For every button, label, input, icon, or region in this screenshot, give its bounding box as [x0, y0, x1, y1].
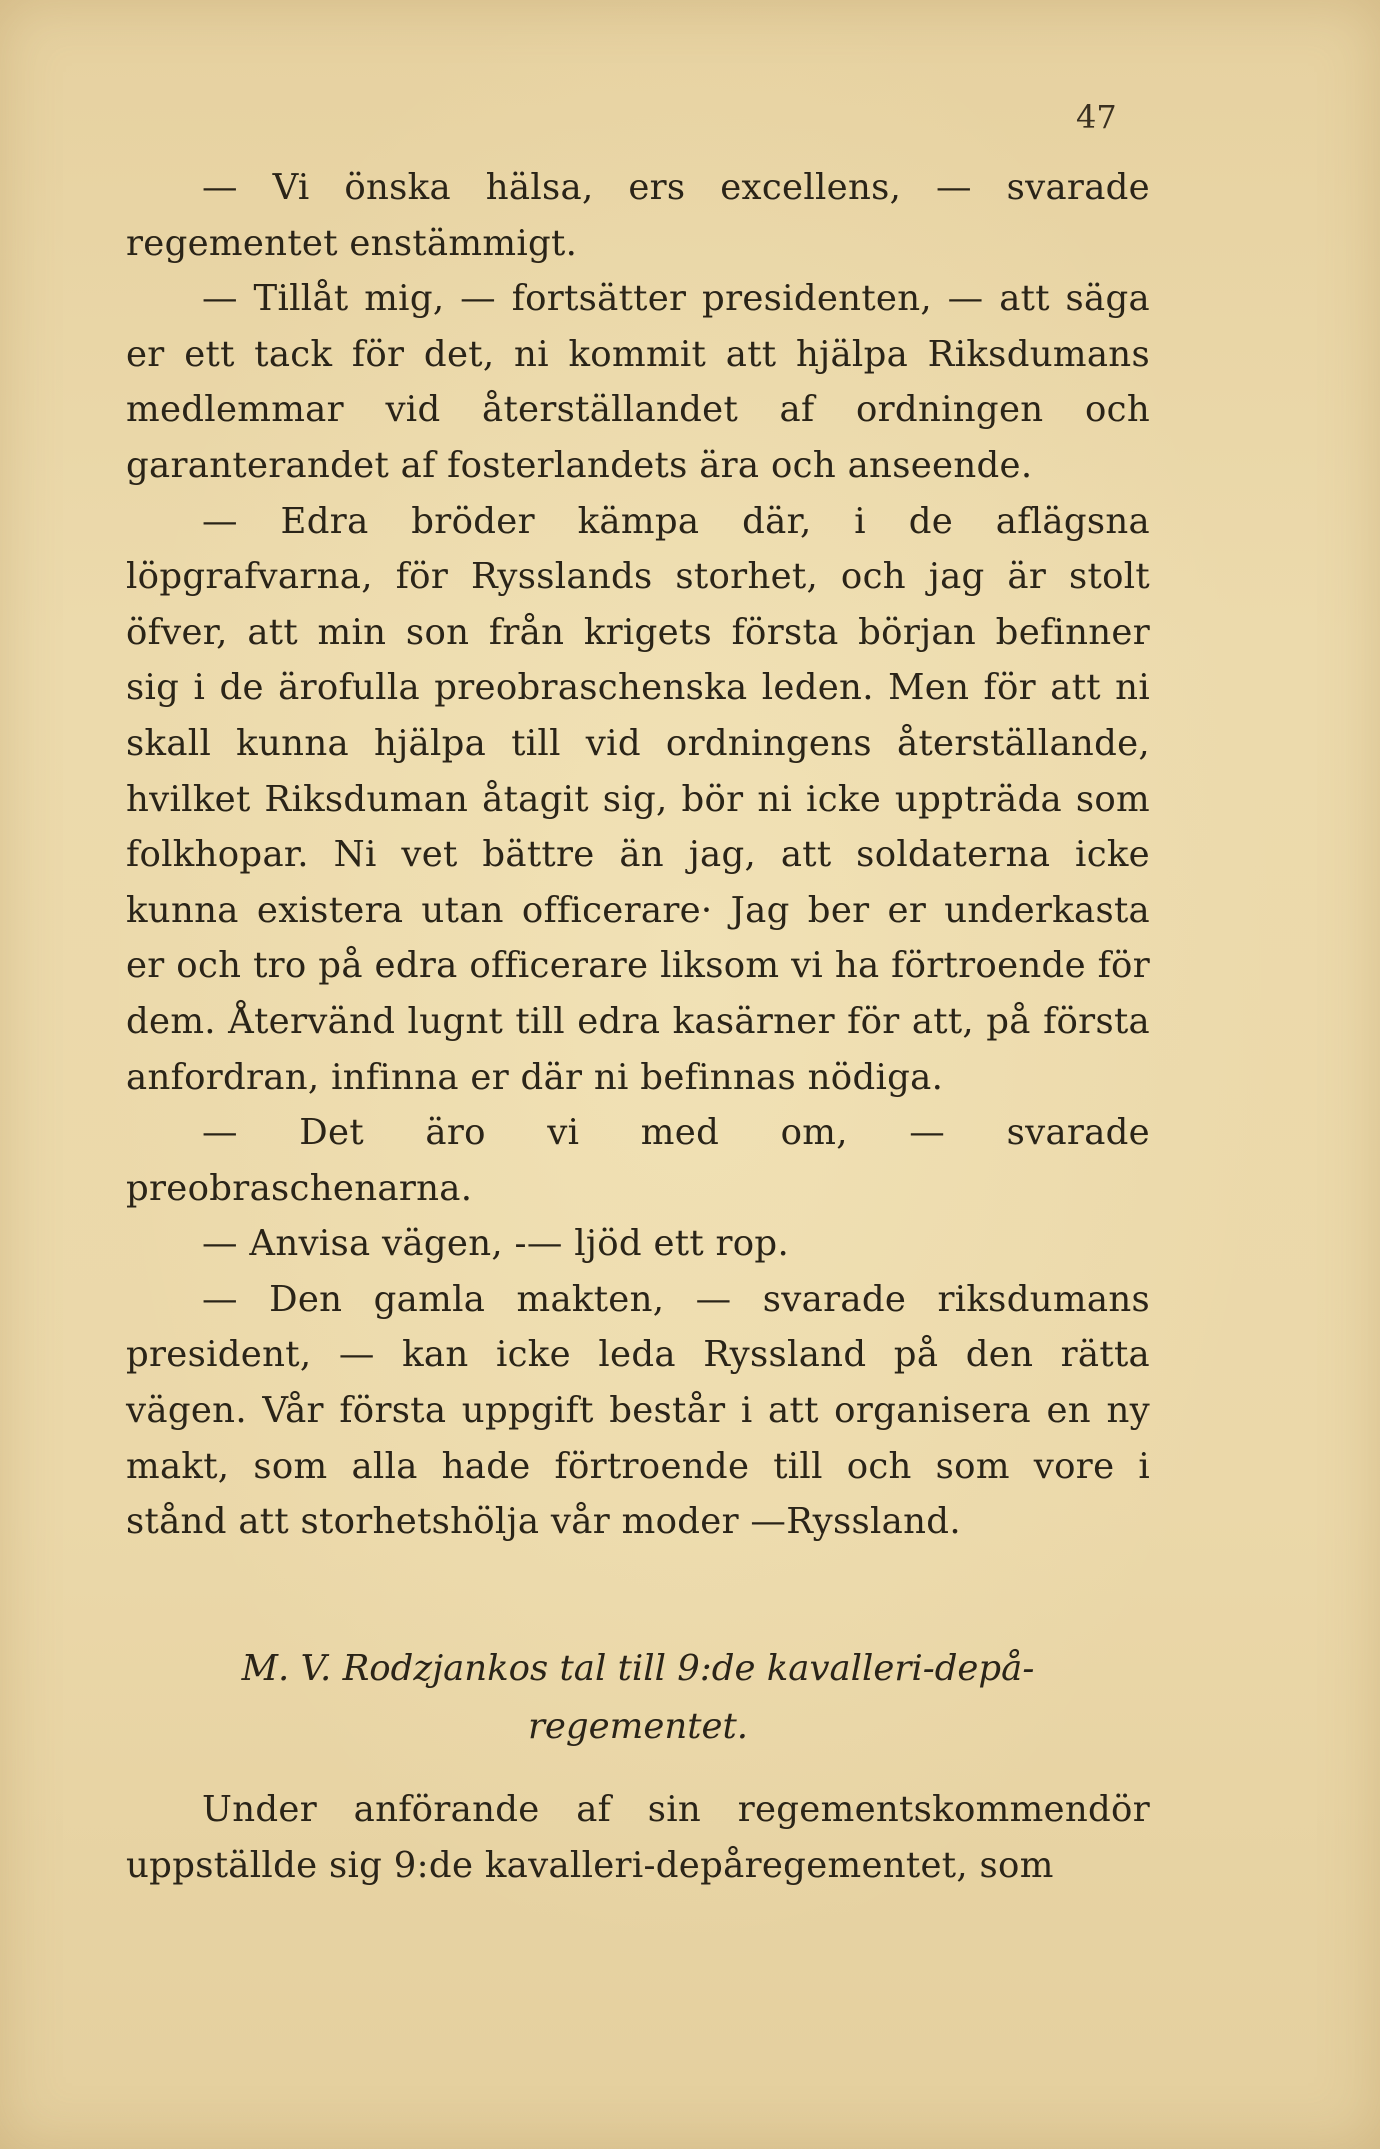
- paragraph-president-thanks: — Tillåt mig, — fortsätter presidenten, — att säga er ett tack för det, ni kommit att hjälpa Riksdumans medlemmar vid återställandet af ordningen och garanterandet af fosterlandets ära och anseende.: [126, 278, 1150, 486]
- section-heading: [126, 1640, 1150, 1756]
- paragraph-president-old-power: — Den gamla makten, — svarade riksdumans president, — kan icke leda Ryssland på den rätta vägen. Vår första uppgift består i att organisera en ny makt, som alla hade förtroende till och som vore i stånd att storhetshölja vår moder —Ryssland.: [126, 1278, 1150, 1543]
- section-heading-line-2: regementet.: [527, 1706, 749, 1747]
- section-heading-line-1: M. V. Rodzjankos tal till 9:de kavalleri-depå-: [241, 1648, 1035, 1689]
- final-text: [126, 1782, 1150, 1894]
- paragraph-president-speech: — Edra bröder kämpa där, i de aflägsna löpgrafvarna, för Rysslands storhet, och jag är stolt öfver, att min son från krigets första början befinner sig i de ärofulla preobraschenska leden. Men för att ni skall kunna hjälpa till vid ordningens återställande, hvilket Riksduman åtagit sig, bör ni icke uppträda som folkhopar. Ni vet bättre än jag, att soldaterna icke kunna existera utan officerare· Jag ber er underkasta er och tro på edra officerare liksom vi ha förtroende för dem. Återvänd lugnt till edra kasärner för att, på första anfordran, infinna er där ni befinnas nödiga.: [126, 500, 1150, 1098]
- paragraph-cavalry-regiment: Under anförande af sin regementskommendör uppställde sig 9:de kavalleri-depåregementet, som: [126, 1789, 1150, 1886]
- page-number: 47: [1076, 98, 1117, 136]
- paragraph-regiment-greeting: — Vi önska hälsa, ers excellens, — svarade regementet enstämmigt.: [126, 167, 1150, 264]
- paragraph-shout: — Anvisa vägen, -— ljöd ett rop.: [202, 1223, 790, 1265]
- body-text: [126, 160, 1150, 1550]
- paragraph-preobrazhensky-reply: — Det äro vi med om, — svarade preobraschenarna.: [126, 1112, 1150, 1209]
